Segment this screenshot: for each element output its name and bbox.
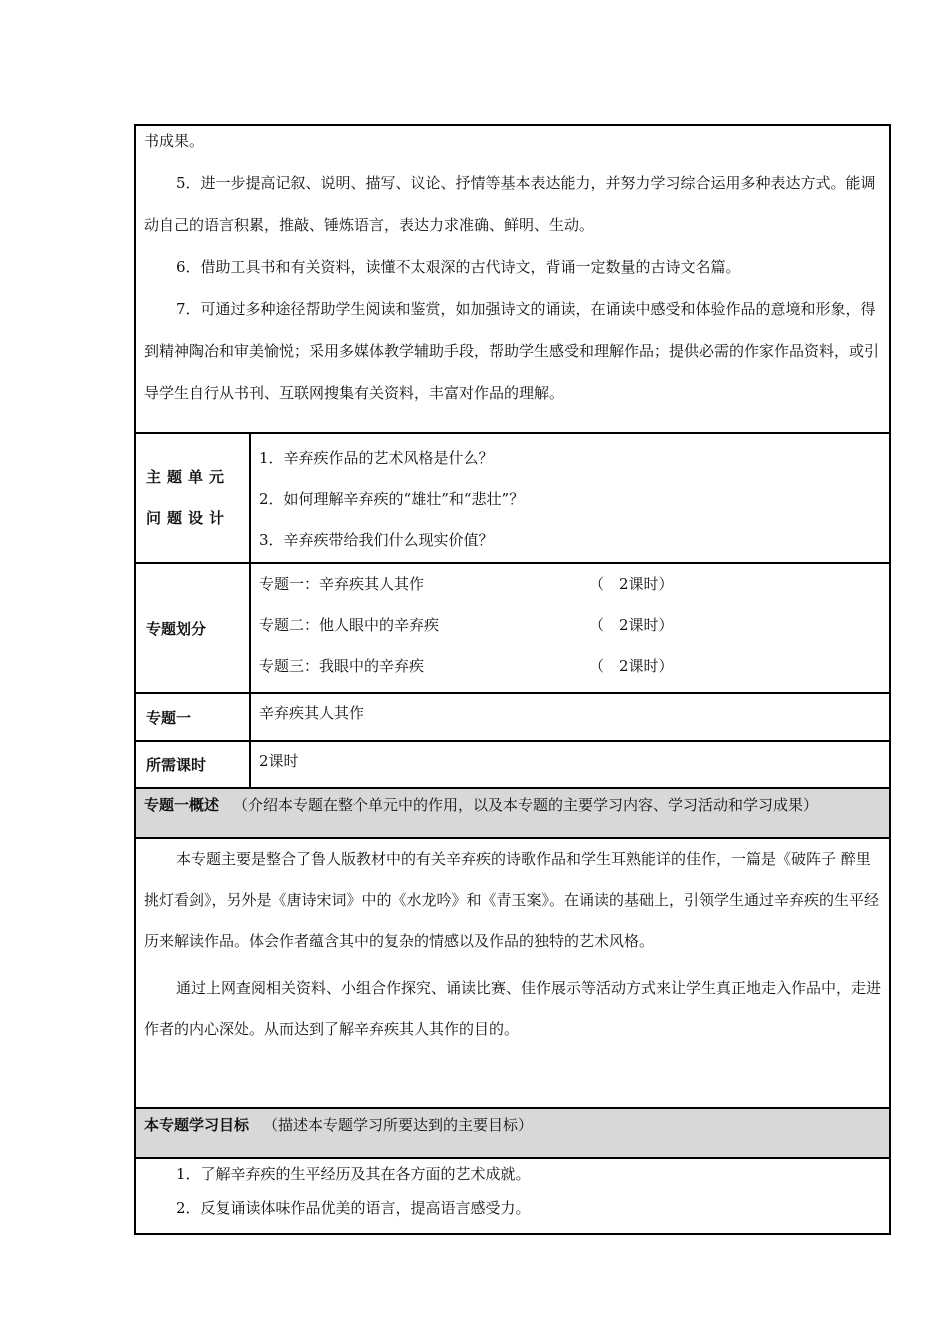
hours-required-value: 2课时: [250, 741, 890, 788]
lesson-plan-document: [134, 124, 891, 1235]
curriculum-line-0: 书成果。: [144, 132, 205, 150]
curriculum-goals-row: [135, 125, 890, 433]
unit-question-3: 3．辛弃疾带给我们什么现实价值？: [259, 531, 494, 549]
topic-hours: （ 2课时）: [589, 657, 674, 675]
curriculum-line-5: 5．进一步提高记叙、说明、描写、议论、抒情等基本表达能力，并努力学习综合运用多种表达方式。能调动自己的语言积累，推敲、锤炼语言，表达力求准确、鲜明、生动。: [144, 174, 876, 234]
overview-label: 专题一概述: [144, 796, 220, 814]
goals-label: 本专题学习目标: [144, 1116, 250, 1134]
topic-item: [251, 646, 889, 687]
topic-title: 专题一：辛弃疾其人其作: [259, 575, 425, 593]
unit-question-2: 2．如何理解辛弃疾的“雄壮”和“悲壮”？: [259, 490, 525, 508]
goal-item-1: 1．了解辛弃疾的生平经历及其在各方面的艺术成就。: [176, 1165, 531, 1183]
topic-one-row: [135, 693, 890, 741]
goals-body-row: [135, 1158, 890, 1234]
topic-division-label: 专题划分: [135, 563, 250, 693]
unit-questions-row: [135, 433, 890, 563]
overview-paragraph-1: 本专题主要是整合了鲁人版教材中的有关辛弃疾的诗歌作品和学生耳熟能详的佳作，一篇是《破阵子 醉里挑灯看剑》，另外是《唐诗宋词》中的《水龙吟》和《青玉案》。在诵读的基础上，引领学生通过辛弃疾的生平经历来解读作品。体会作者蕴含其中的复杂的情感以及作品的独特的艺术风格。: [144, 850, 880, 950]
goals-note: （描述本专题学习所要达到的主要目标）: [263, 1116, 534, 1134]
hours-required-label: 所需课时: [135, 741, 250, 788]
goals-header-row: [135, 1108, 890, 1158]
topic-title: 专题二：他人眼中的辛弃疾: [259, 616, 440, 634]
topic-division-row: [135, 563, 890, 693]
topic-one-label: 专题一: [135, 693, 250, 741]
overview-header-row: [135, 788, 890, 838]
unit-questions-label: 主题单元问题设计: [135, 433, 250, 563]
topic-item: [251, 564, 889, 605]
overview-body-row: [135, 838, 890, 1108]
topic-title: 专题三：我眼中的辛弃疾: [259, 657, 425, 675]
curriculum-line-6: 6．借助工具书和有关资料，读懂不太艰深的古代诗文，背诵一定数量的古诗文名篇。: [176, 258, 741, 276]
topic-one-value: 辛弃疾其人其作: [250, 693, 890, 741]
goal-item-2: 2．反复诵读体味作品优美的语言，提高语言感受力。: [176, 1199, 531, 1217]
unit-question-1: 1．辛弃疾作品的艺术风格是什么？: [259, 449, 494, 467]
hours-required-row: [135, 741, 890, 788]
topic-hours: （ 2课时）: [589, 616, 674, 634]
overview-note: （介绍本专题在整个单元中的作用，以及本专题的主要学习内容、学习活动和学习成果）: [233, 796, 819, 814]
overview-paragraph-2: 通过上网查阅相关资料、小组合作探究、诵读比赛、佳作展示等活动方式来让学生真正地走入作品中，走进作者的内心深处。从而达到了解辛弃疾其人其作的目的。: [144, 979, 882, 1038]
topic-hours: （ 2课时）: [589, 575, 674, 593]
topic-item: [251, 605, 889, 646]
curriculum-line-7: 7．可通过多种途径帮助学生阅读和鉴赏，如加强诗文的诵读，在诵读中感受和体验作品的意境和形象，得到精神陶冶和审美愉悦；采用多媒体教学辅助手段，帮助学生感受和理解作品；提供必需的作家作品资料，或引导学生自行从书刊、互联网搜集有关资料，丰富对作品的理解。: [144, 300, 880, 402]
lesson-plan-table: [134, 124, 891, 1235]
